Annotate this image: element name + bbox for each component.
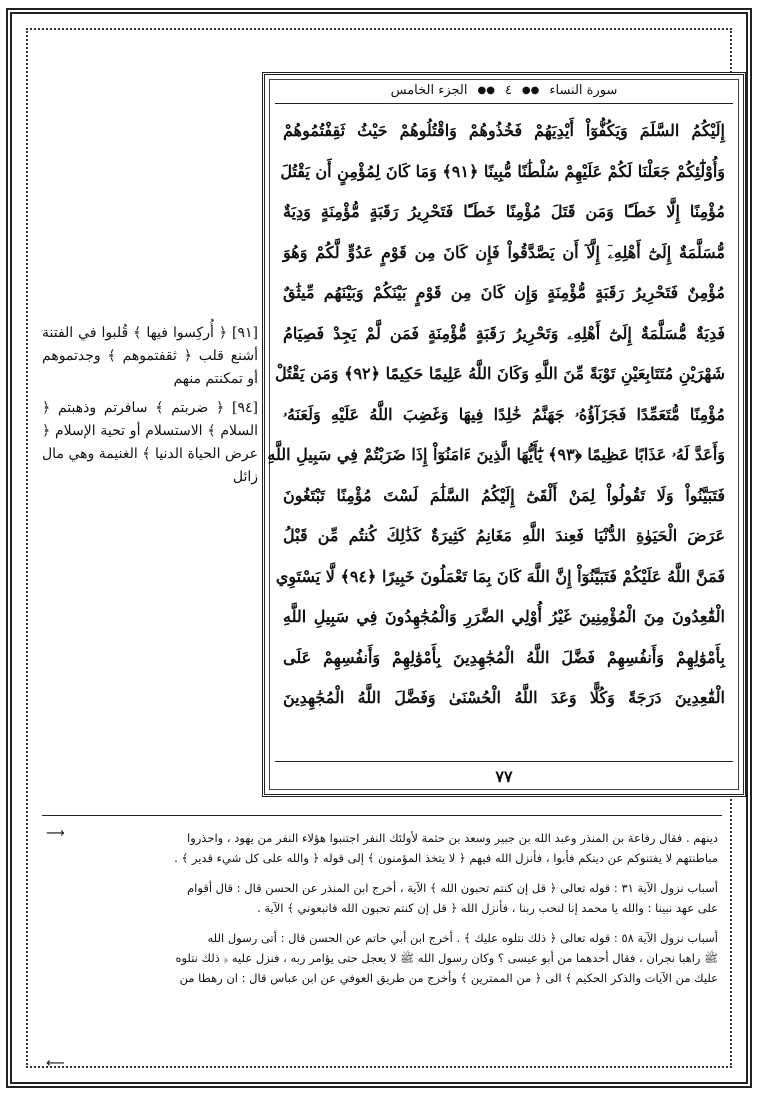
- continuation-arrow-back-icon: ⟵: [46, 1056, 65, 1071]
- page-number: ٧٧: [495, 766, 513, 786]
- verse-line: الْقَٰعِدُونَ مِنَ الْمُؤْمِنِينَ غَيْرُ أُوْلِي الضَّرَرِ وَالْمُجَٰهِدُونَ فِي سَبِيلِ اللَّهِ: [283, 607, 725, 626]
- sura-number: ٤: [504, 82, 512, 98]
- quran-text-panel: [262, 72, 746, 797]
- glossary-entry: [٩٤] ﴿ ضربتم ﴾ سافرتم وذهبتم ﴿ السلام ﴾ الاستسلام أو تحية الإسلام ﴿ عرض الحياة الدنيا ﴾ الغنيمة وهي مال زائل: [42, 400, 258, 485]
- verse-line: مُؤْمِنًا إِلَّا خَطَـًٔا وَمَن قَتَلَ مُؤْمِنًا خَطَـًٔا فَتَحْرِيرُ رَقَبَةٍ مُّؤْمِنَةٍ وَدِيَةٌ: [283, 202, 725, 221]
- footnote-line: على عهد نبينا : والله يا محمد إنا لنحب ربنا ، فأنزل الله ﴿ قل إن كنتم تحبون الله فاتبعوني ﴾ الآية .: [257, 901, 718, 915]
- verse-line: عَرَضَ الْحَيَوٰةِ الدُّنْيَا فَعِندَ اللَّهِ مَغَانِمُ كَثِيرَةٌ كَذَٰلِكَ كُنتُم مِّن قَبْلُ: [283, 526, 725, 545]
- panel-footer: [275, 761, 733, 790]
- footnote-line: عليك من الآيات والذكر الحكيم ﴾ الى ﴿ من الممترين ﴾ وأخرج من طريق العوفي عن ابن عباس قال : ان رهطا من: [179, 971, 718, 985]
- header-separator-icon: ●●: [477, 84, 495, 96]
- header-separator-icon: ●●: [521, 84, 540, 96]
- footnote-divider: [42, 815, 722, 816]
- footnote-line: أسباب نزول الآية ٥٨ : قوله تعالى ﴿ ذلك نتلوه عليك ﴾ . أخرج ابن أبي حاتم عن الحسن قال : أتى رسول الله: [207, 931, 718, 945]
- verse-lines: [267, 111, 726, 754]
- sura-name: سورة النساء: [549, 82, 618, 98]
- footnote-line: دينهم . فقال رفاعة بن المنذر وعبد الله بن جبير وسعد بن حثمة لأولئك النفر اجتنبوا هؤلاء النفر من يهود ، واحذروا: [187, 831, 718, 845]
- footnote-block: [44, 828, 718, 868]
- juz-label: الجزء الخامس: [390, 82, 468, 98]
- verse-line: مُؤْمِنٌ فَتَحْرِيرُ رَقَبَةٍ مُّؤْمِنَةٍ وَإِن كَانَ مِن قَوْمٍ بَيْنَكُمْ وَبَيْنَهُم مِّيثَٰقٌ: [283, 283, 725, 302]
- verse-line: وَأَعَدَّ لَهُۥ عَذَابًا عَظِيمًا ﴿٩٣﴾ يَٰٓأَيُّهَا الَّذِينَ ءَامَنُوٓاْ إِذَا ضَرَبْتُمْ فِي سَبِيلِ اللَّهِ: [267, 445, 725, 464]
- verse-line: بِأَمْوَٰلِهِمْ وَأَنفُسِهِمْ فَضَّلَ اللَّهُ الْمُجَٰهِدِينَ بِأَمْوَٰلِهِمْ وَأَنفُسِهِمْ عَلَى: [283, 647, 725, 667]
- verse-line: فَمَنَّ اللَّهُ عَلَيْكُمْ فَتَبَيَّنُوٓاْ إِنَّ اللَّهَ كَانَ بِمَا تَعْمَلُونَ خَبِيرًا ﴿٩٤﴾ لَّا يَسْتَوِي: [275, 566, 725, 586]
- footnote-line: مباطنتهم لا يفتنوكم عن دينكم فأبوا ، فأنزل الله فيهم ﴿ لا يتخذ المؤمنون ﴾ إلى قوله ﴿ والله على كل شيء قدير ﴾ .: [174, 851, 718, 865]
- verse-line: شَهْرَيْنِ مُتَتَابِعَيْنِ تَوْبَةً مِّنَ اللَّهِ وَكَانَ اللَّهُ عَلِيمًا حَكِيمًا ﴿٩٢﴾ وَمَن يَقْتُلْ: [274, 364, 725, 383]
- glossary-entry: [٩١] ﴿ أُركِسوا فيها ﴾ قُلبوا في الفتنة أشنع قلب ﴿ ثقفتموهم ﴾ وجدتموهم أو تمكنتم منهم: [42, 325, 258, 387]
- panel-header: [275, 77, 733, 104]
- verse-line: فَدِيَةٌ مُّسَلَّمَةٌ إِلَىٰٓ أَهْلِهِۦ وَتَحْرِيرُ رَقَبَةٍ مُّؤْمِنَةٍ فَمَن لَّمْ يَجِدْ فَصِيَامُ: [283, 323, 725, 343]
- verse-line: فَتَبَيَّنُواْ وَلَا تَقُولُواْ لِمَنْ أَلْقَىٰٓ إِلَيْكُمُ السَّلَٰمَ لَسْتَ مُؤْمِنًا تَبْتَغُونَ: [283, 485, 726, 505]
- verse-line: مُؤْمِنًا مُّتَعَمِّدًا فَجَزَآؤُهُۥ جَهَنَّمُ خَٰلِدًا فِيهَا وَغَضِبَ اللَّهُ عَلَيْهِ وَلَعَنَهُۥ: [283, 404, 725, 424]
- verse-line: الْقَٰعِدِينَ دَرَجَةً وَكُلًّا وَعَدَ اللَّهُ الْحُسْنَىٰ وَفَضَّلَ اللَّهُ الْمُجَٰهِدِينَ: [283, 688, 725, 707]
- verse-line: وَأُوْلَٰٓئِكُمْ جَعَلْنَا لَكُمْ عَلَيْهِمْ سُلْطَٰنًا مُّبِينًا ﴿٩١﴾ وَمَا كَانَ لِمُؤْمِنٍ أَن يَقْتُلَ: [280, 161, 725, 181]
- continuation-arrow-icon: ⟶: [46, 826, 65, 841]
- footnote-line: أسباب نزول الآية ٣١ : قوله تعالى ﴿ قل إن كنتم تحبون الله ﴾ الآية ، أخرج ابن المنذر عن الحسن قال : قال أقوام: [187, 881, 718, 895]
- verse-line: إِلَيْكُمُ السَّلَمَ وَيَكُفُّوٓاْ أَيْدِيَهُمْ فَخُذُوهُمْ وَاقْتُلُوهُمْ حَيْثُ ثَقِفْتُمُوهُمْ: [283, 121, 725, 140]
- glossary-margin: [42, 322, 258, 495]
- footnote-line: ﷺ راهبا نجران ، فقال أحدهما من أبو عيسى ؟ وكان رسول الله ﷺ لا يعجل حتى يؤامر ربه ، فنزل عليه ﴿ ذلك نتلوه: [175, 951, 718, 965]
- verse-line: مُّسَلَّمَةٌ إِلَىٰٓ أَهْلِهِۦٓ إِلَّآ أَن يَصَّدَّقُواْ فَإِن كَانَ مِن قَوْمٍ عَدُوٍّ لَّكُمْ وَهُوَ: [283, 242, 725, 262]
- footnote-block: [44, 928, 718, 988]
- footnote-block: [44, 878, 718, 918]
- footnotes: [44, 828, 718, 998]
